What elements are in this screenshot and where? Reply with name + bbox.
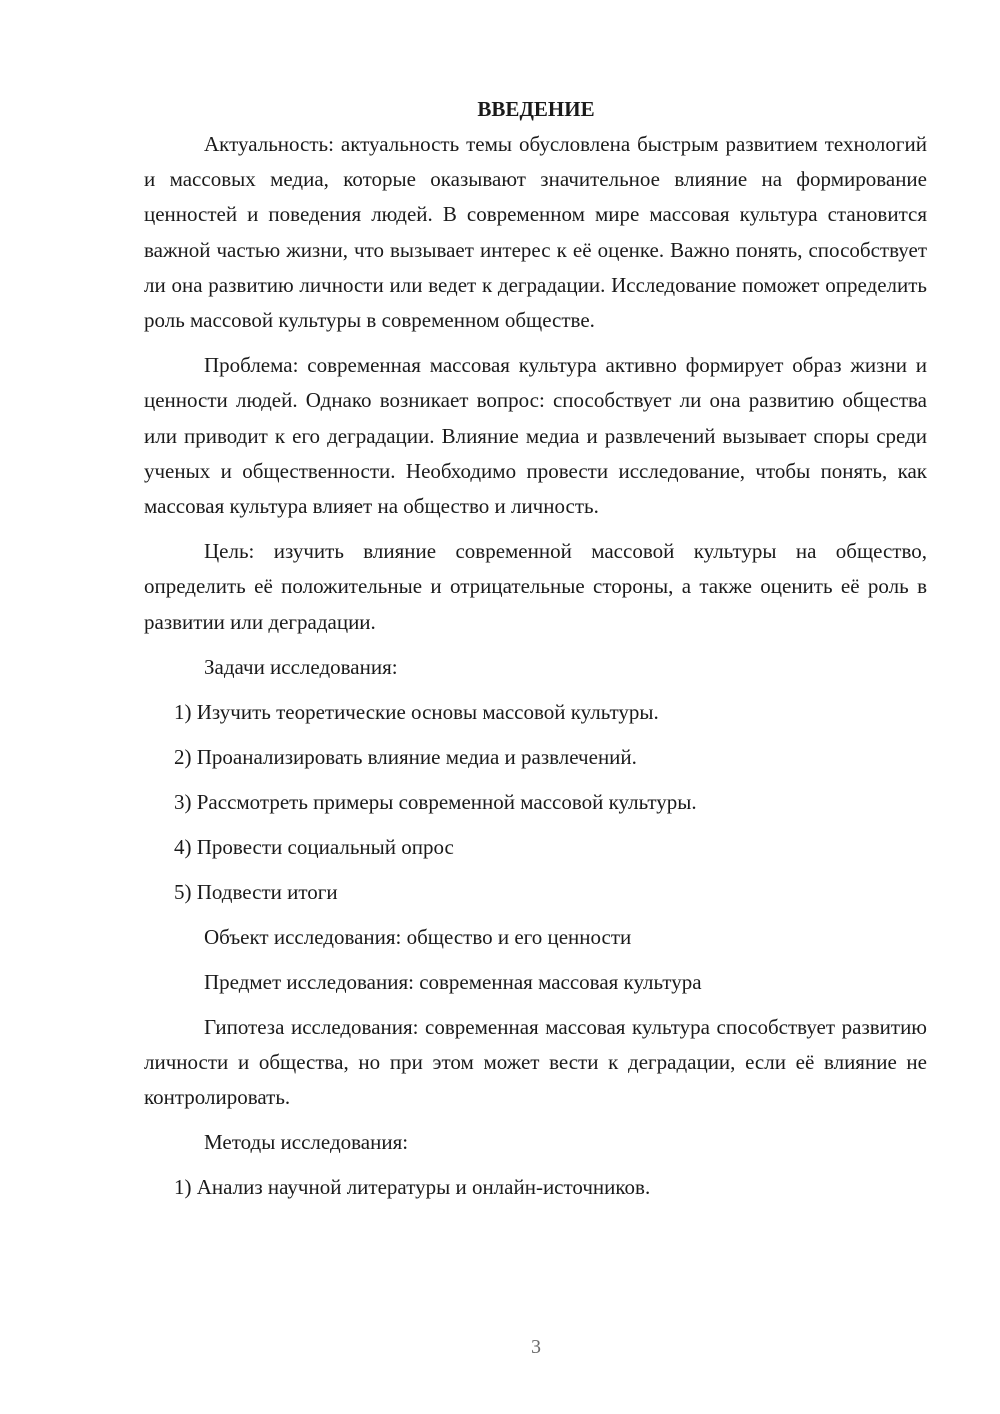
goal-paragraph: Цель: изучить влияние современной массовой культуры на общество, определить её положительные и отрицательные стороны, а также оценить её роль в развитии или деградации. xyxy=(144,539,927,634)
problem-paragraph: Проблема: современная массовая культура активно формирует образ жизни и ценности людей. Однако возникает вопрос: способствует ли она развитию общества или приводит к его деградации. Влияние медиа и развлечений вызывает споры среди ученых и общественности. Необходимо провести исследование, чтобы понять, как массовая культура влияет на общество и личность. xyxy=(144,353,927,519)
research-object: Объект исследования: общество и его ценности xyxy=(204,924,632,949)
research-subject: Предмет исследования: современная массовая культура xyxy=(204,969,702,994)
task-item: 5) Подвести итоги xyxy=(174,879,338,904)
task-item: 3) Рассмотреть примеры современной массовой культуры. xyxy=(174,789,697,814)
relevance-paragraph: Актуальность: актуальность темы обусловлена быстрым развитием технологий и массовых медиа, которые оказывают значительное влияние на формирование ценностей и поведения людей. В современном мире массовая культура становится важной частью жизни, что вызывает интерес к её оценке. Важно понять, способствует ли она развитию личности или ведет к деградации. Исследование поможет определить роль массовой культуры в современном обществе. xyxy=(144,132,927,333)
methods-title: Методы исследования: xyxy=(204,1130,409,1155)
task-item: 2) Проанализировать влияние медиа и развлечений. xyxy=(174,744,637,769)
task-item: 1) Изучить теоретические основы массовой культуры. xyxy=(174,699,659,724)
task-item: 4) Провести социальный опрос xyxy=(174,834,454,859)
method-item: 1) Анализ научной литературы и онлайн-источников. xyxy=(174,1175,651,1200)
page-content xyxy=(144,92,927,1215)
section-heading: ВВЕДЕНИЕ xyxy=(477,97,595,121)
tasks-title: Задачи исследования: xyxy=(204,654,398,679)
page-number: 3 xyxy=(531,1336,541,1358)
hypothesis-paragraph: Гипотеза исследования: современная массовая культура способствует развитию личности и общества, но при этом может вести к деградации, если её влияние не контролировать. xyxy=(144,1014,927,1110)
